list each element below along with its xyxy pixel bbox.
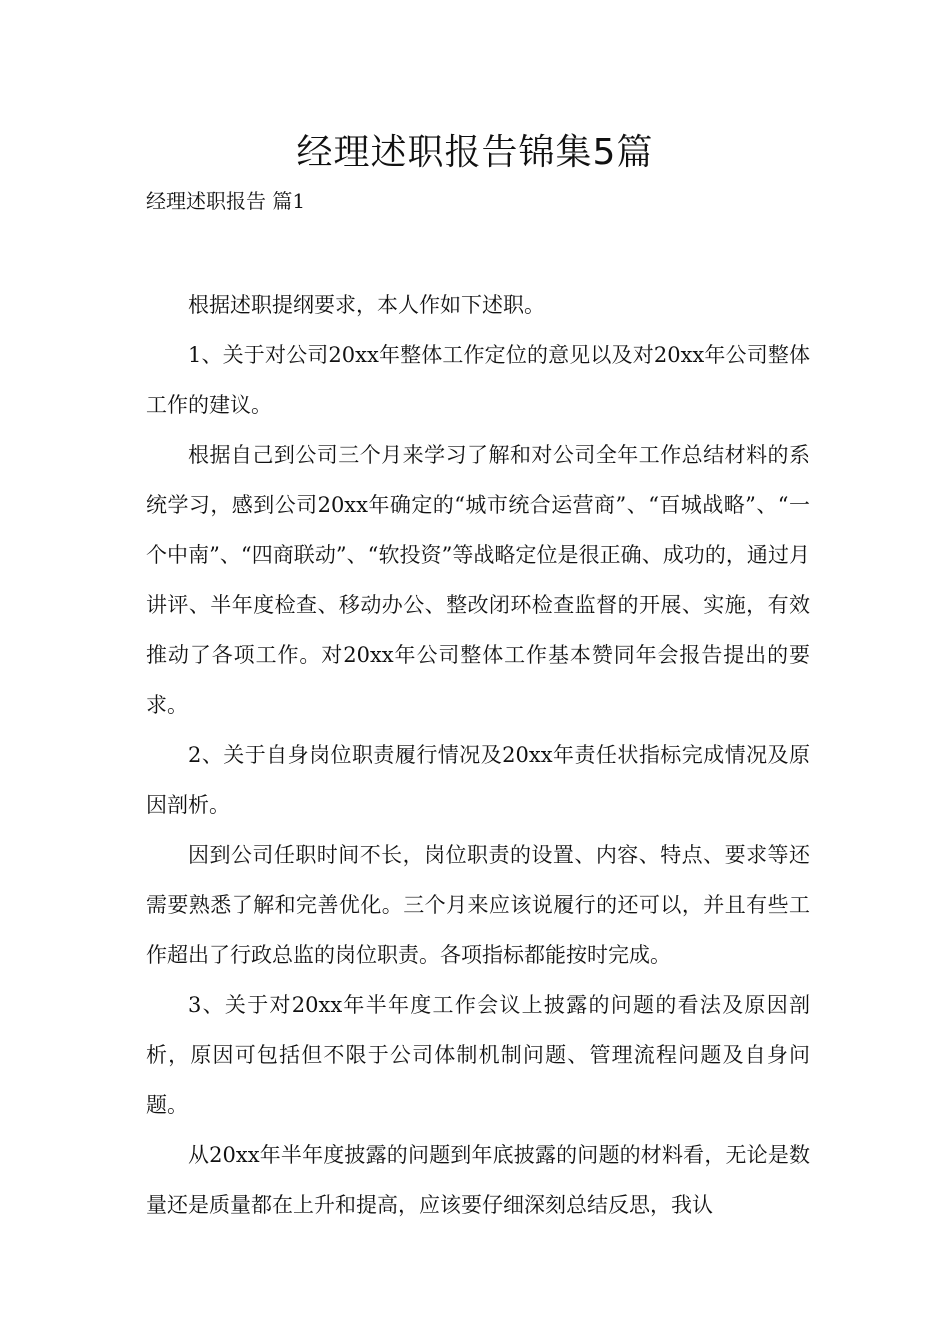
section-heading: 经理述职报告 篇1 (146, 189, 306, 213)
document-body (146, 280, 810, 1230)
paragraph: 因到公司任职时间不长，岗位职责的设置、内容、特点、要求等还需要熟悉了解和完善优化。三个月来应该说履行的还可以，并且有些工作超出了行政总监的岗位职责。各项指标都能按时完成。 (146, 843, 810, 967)
paragraph: 2、关于自身岗位职责履行情况及20xx年责任状指标完成情况及原因剖析。 (146, 743, 810, 817)
paragraph: 从20xx年半年度披露的问题到年底披露的问题的材料看，无论是数量还是质量都在上升和提高，应该要仔细深刻总结反思，我认 (146, 1143, 810, 1217)
document-title: 经理述职报告锦集5篇 (296, 132, 654, 173)
paragraph: 3、关于对20xx年半年度工作会议上披露的问题的看法及原因剖析，原因可包括但不限于公司体制机制问题、管理流程问题及自身问题。 (146, 993, 810, 1117)
paragraph: 根据述职提纲要求，本人作如下述职。 (188, 293, 545, 317)
paragraph: 根据自己到公司三个月来学习了解和对公司全年工作总结材料的系统学习，感到公司20xx年确定的“城市统合运营商”、“百城战略”、“一个中南”、“四商联动”、“软投资”等战略定位是很正确、成功的，通过月讲评、半年度检查、移动办公、整改闭环检查监督的开展、实施，有效推动了各项工作。对20xx年公司整体工作基本赞同年会报告提出的要求。 (146, 443, 810, 717)
paragraph: 1、关于对公司20xx年整体工作定位的意见以及对20xx年公司整体工作的建议。 (146, 343, 810, 417)
